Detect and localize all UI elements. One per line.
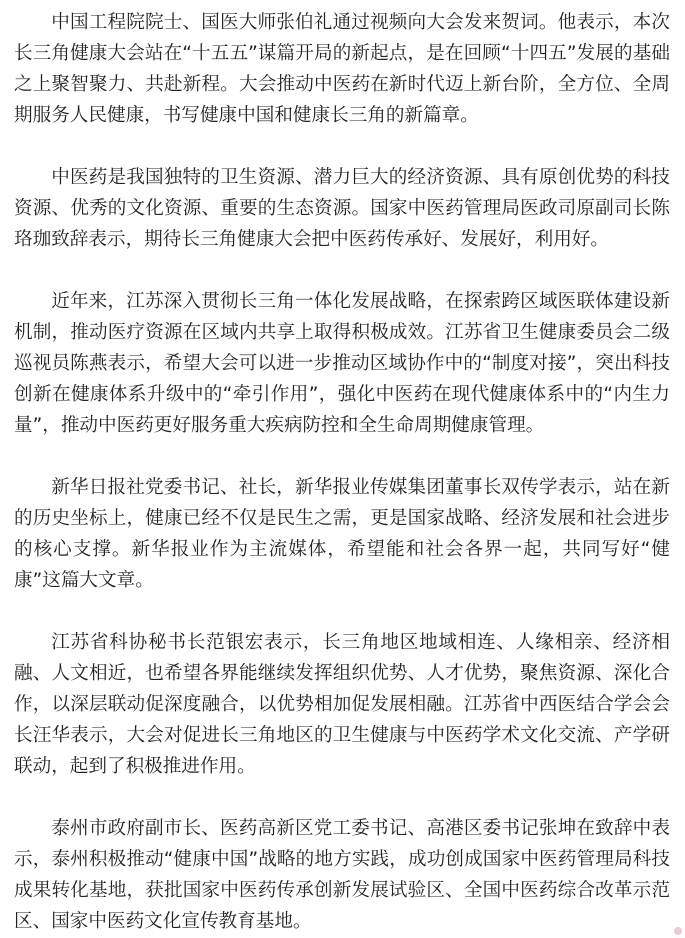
corner-dot-icon bbox=[674, 927, 682, 935]
article-body bbox=[14, 7, 670, 937]
paragraph-4: 新华日报社党委书记、社长，新华报业传媒集团董事长双传学表示，站在新的历史坐标上，健康已经不仅是民生之需，更是国家战略、经济发展和社会进步的核心支撑。新华报业作为主流媒体，希望能和社会各界一起，共同写好“健康”这篇大文章。 bbox=[14, 477, 670, 591]
paragraph-2: 中医药是我国独特的卫生资源、潜力巨大的经济资源、具有原创优势的科技资源、优秀的文化资源、重要的生态资源。国家中医药管理局医政司原副司长陈珞珈致辞表示，期待长三角健康大会把中医药传承好、发展好，利用好。 bbox=[14, 167, 670, 250]
paragraph-6: 泰州市政府副市长、医药高新区党工委书记、高港区委书记张坤在致辞中表示，泰州积极推动“健康中国”战略的地方实践，成功创成国家中医药管理局科技成果转化基地，获批国家中医药传承创新发展试验区、全国中医药综合改革示范区、国家中医药文化宣传教育基地。 bbox=[14, 818, 670, 932]
paragraph-5: 江苏省科协秘书长范银宏表示，长三角地区地域相连、人缘相亲、经济相融、人文相近，也希望各界能继续发挥组织优势、人才优势，聚焦资源、深化合作，以深层联动促深度融合，以优势相加促发展相融。江苏省中西医结合学会会长汪华表示，大会对促进长三角地区的卫生健康与中医药学术文化交流、产学研联动，起到了积极推进作用。 bbox=[14, 632, 670, 777]
paragraph-1: 中国工程院院士、国医大师张伯礼通过视频向大会发来贺词。他表示，本次长三角健康大会站在“十五五”谋篇开局的新起点，是在回顾“十四五”发展的基础之上聚智聚力、共赴新程。大会推动中医药在新时代迈上新台阶，全方位、全周期服务人民健康，书写健康中国和健康长三角的新篇章。 bbox=[14, 12, 670, 126]
paragraph-3: 近年来，江苏深入贯彻长三角一体化发展战略，在探索跨区域医联体建设新机制，推动医疗资源在区域内共享上取得积极成效。江苏省卫生健康委员会二级巡视员陈燕表示，希望大会可以进一步推动区域协作中的“制度对接”，突出科技创新在健康体系升级中的“牵引作用”，强化中医药在现代健康体系中的“内生力量”，推动中医药更好服务重大疾病防控和全生命周期健康管理。 bbox=[14, 291, 670, 436]
